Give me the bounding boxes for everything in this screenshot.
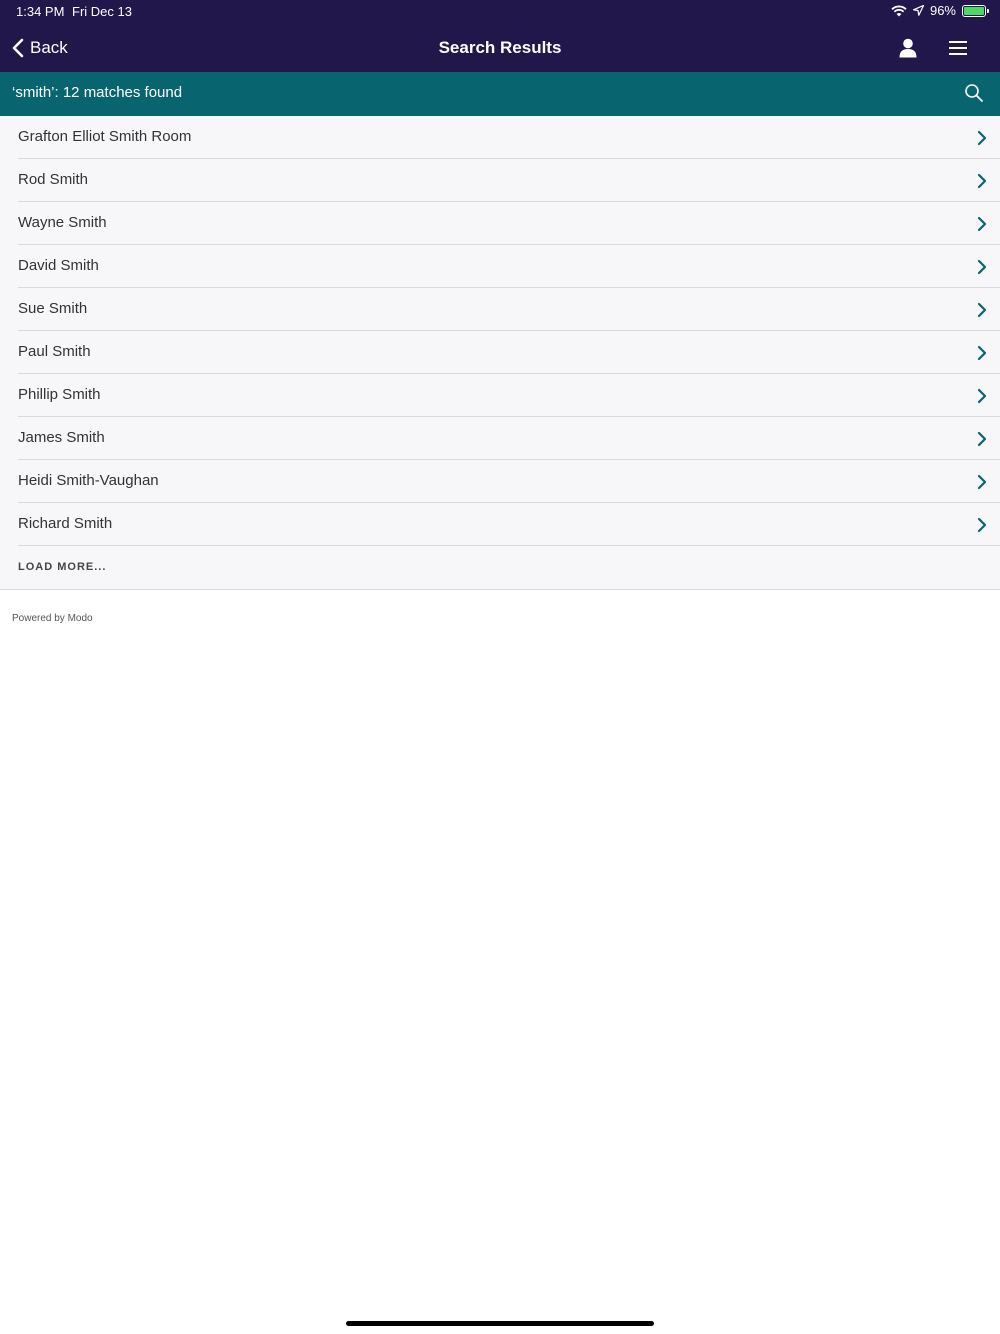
list-item-label: Sue Smith (18, 300, 88, 317)
search-summary: ‘smith’: 12 matches found (12, 84, 183, 101)
list-item[interactable] (18, 374, 1000, 417)
list-item-label: Wayne Smith (18, 214, 107, 231)
powered-by-footer: Powered by Modo (12, 613, 93, 624)
chevron-right-icon (976, 387, 988, 405)
status-date: Fri Dec 13 (72, 4, 132, 19)
list-item-label: David Smith (18, 257, 99, 274)
status-bar (0, 0, 1000, 24)
list-item-label: Rod Smith (18, 171, 89, 188)
list-item[interactable] (18, 245, 1000, 288)
chevron-right-icon (976, 172, 988, 190)
list-item[interactable] (18, 159, 1000, 202)
page-title: Search Results (438, 38, 562, 57)
wifi-icon (891, 5, 907, 17)
list-item-label: Phillip Smith (18, 386, 101, 403)
list-item-label: Grafton Elliot Smith Room (18, 128, 192, 145)
home-indicator[interactable] (346, 1321, 654, 1326)
load-more-label: LOAD MORE... (18, 561, 107, 573)
list-item[interactable] (18, 288, 1000, 331)
menu-button[interactable] (945, 36, 971, 60)
chevron-right-icon (976, 516, 988, 534)
list-item[interactable] (18, 503, 1000, 546)
list-item[interactable] (18, 202, 1000, 245)
list-item-label: Richard Smith (18, 515, 113, 532)
results-list (0, 116, 1000, 590)
status-time: 1:34 PM (16, 4, 65, 19)
user-button[interactable] (895, 36, 921, 60)
status-right (891, 3, 986, 18)
search-button[interactable] (964, 83, 986, 105)
search-icon (964, 83, 984, 103)
chevron-right-icon (976, 215, 988, 233)
list-item[interactable] (18, 116, 1000, 159)
chevron-right-icon (976, 129, 988, 147)
chevron-right-icon (976, 344, 988, 362)
list-item[interactable] (18, 331, 1000, 374)
chevron-right-icon (976, 301, 988, 319)
chevron-right-icon (976, 430, 988, 448)
list-item-label: Heidi Smith-Vaughan (18, 472, 159, 489)
chevron-right-icon (976, 473, 988, 491)
user-icon (899, 38, 917, 58)
list-item-label: James Smith (18, 429, 105, 446)
list-item[interactable] (18, 460, 1000, 503)
load-more-button[interactable] (18, 546, 1000, 589)
location-icon (913, 5, 924, 16)
top-navigation-bar (0, 0, 1000, 72)
back-label: Back (30, 38, 68, 57)
chevron-right-icon (976, 258, 988, 276)
list-item-label: Paul Smith (18, 343, 91, 360)
search-summary-bar (0, 72, 1000, 116)
battery-icon (962, 5, 986, 17)
battery-percent: 96% (929, 3, 956, 18)
list-item[interactable] (18, 417, 1000, 460)
hamburger-menu-icon (949, 40, 967, 56)
